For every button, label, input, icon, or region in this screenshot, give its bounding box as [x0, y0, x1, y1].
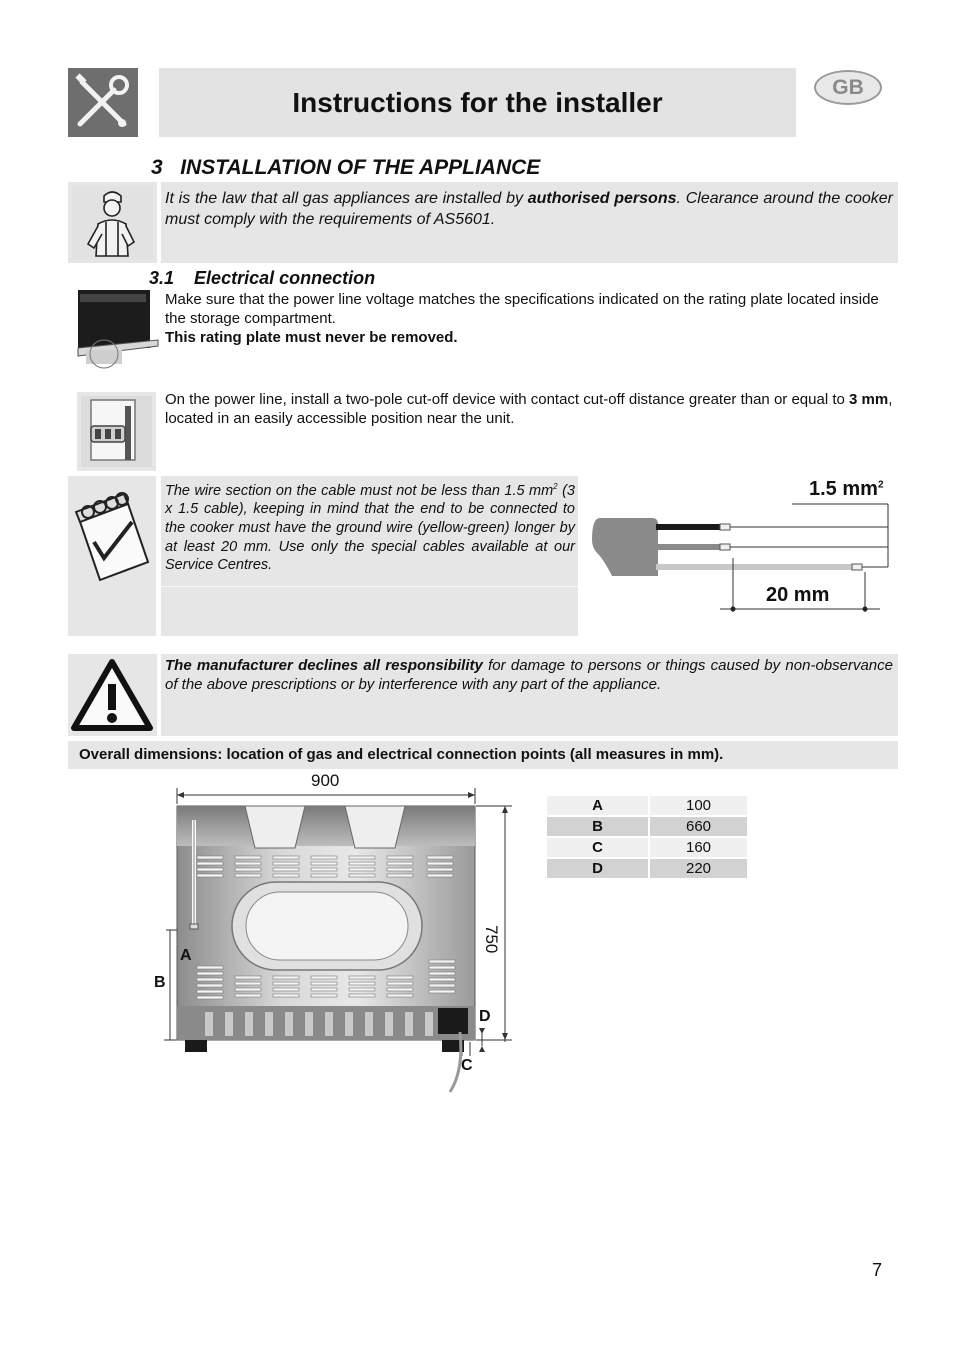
- cooker-drawing: [150, 770, 520, 1100]
- wire-text: The wire section on the cable must not be less than 1.5 $mm^2$ (3 x 1.5 cable), keeping in mind that the end to be connected to the cooker must have the ground wire (yellow-green) longer by at least 20 mm. Use only the special cables available at our Service Centres.: [165, 482, 575, 574]
- label-a: A: [180, 947, 192, 964]
- page-title: Instructions for the installer: [292, 87, 663, 118]
- installer-person-icon: [68, 182, 157, 263]
- subsection-number: 3.1: [149, 268, 175, 288]
- width-dimension-label: 900: [311, 771, 340, 790]
- rating-plate-icon: [76, 290, 160, 372]
- rating-text: Make sure that the power line voltage matches the specifications indicated on the rating plate located inside the storage compartment.: [165, 291, 879, 327]
- table-row: [547, 796, 747, 815]
- warning-box: [161, 654, 898, 736]
- cutoff-text-block: [165, 390, 895, 428]
- cable-diagram: [590, 476, 900, 626]
- cutoff-text: On the power line, install a two-pole cut-off device with contact cut-off distance greater than or equal to 3 mm, located in an easily accessible position near the unit.: [165, 391, 893, 427]
- label-c: C: [461, 1057, 473, 1074]
- wire-length-label: 20 mm: [766, 584, 830, 606]
- checklist-icon: [68, 476, 156, 636]
- dimension-key: C: [547, 838, 648, 857]
- subsection-title: [149, 268, 375, 289]
- language-badge: GB: [814, 70, 882, 105]
- subsection-heading: Electrical connection: [194, 268, 376, 288]
- label-b: B: [154, 974, 166, 991]
- intro-box: [161, 182, 898, 263]
- page-number: 7: [872, 1260, 883, 1280]
- intro-text: It is the law that all gas appliances are installed by authorised persons. Clearance around the cooker must comply with the requirements of AS5601.: [165, 190, 893, 228]
- table-row: [547, 838, 747, 857]
- dimension-value: 160: [650, 838, 747, 857]
- dimension-key: A: [547, 796, 648, 815]
- section-heading: INSTALLATION OF THE APPLIANCE: [180, 156, 541, 179]
- table-row: [547, 859, 747, 878]
- dimension-key: D: [547, 859, 648, 878]
- dimension-key: B: [547, 817, 648, 836]
- wire-text-box: [161, 476, 578, 636]
- dimension-value: 100: [650, 796, 747, 815]
- dimension-value: 660: [650, 817, 747, 836]
- height-dimension-label: 750: [482, 925, 501, 954]
- switch-icon: [77, 392, 156, 471]
- dimensions-heading: Overall dimensions: location of gas and electrical connection points (all measures in mm).: [79, 746, 724, 763]
- dimensions-table: [545, 794, 749, 880]
- rating-warning: This rating plate must never be removed.: [165, 329, 458, 346]
- warning-icon: [68, 654, 157, 736]
- tools-icon: [68, 68, 138, 137]
- dimensions-heading-bar: [68, 741, 898, 769]
- section-title: [151, 156, 540, 180]
- warning-text: The manufacturer declines all responsibility for damage to persons or things caused by non-observance of the above prescriptions or by interference with any part of the appliance.: [165, 657, 893, 693]
- table-row: [547, 817, 747, 836]
- dimension-value: 220: [650, 859, 747, 878]
- section-number: 3: [151, 156, 163, 179]
- rating-text-block: [165, 290, 895, 347]
- wire-section-label: 1.5 $mm^2$: [809, 478, 884, 500]
- label-d: D: [479, 1008, 491, 1025]
